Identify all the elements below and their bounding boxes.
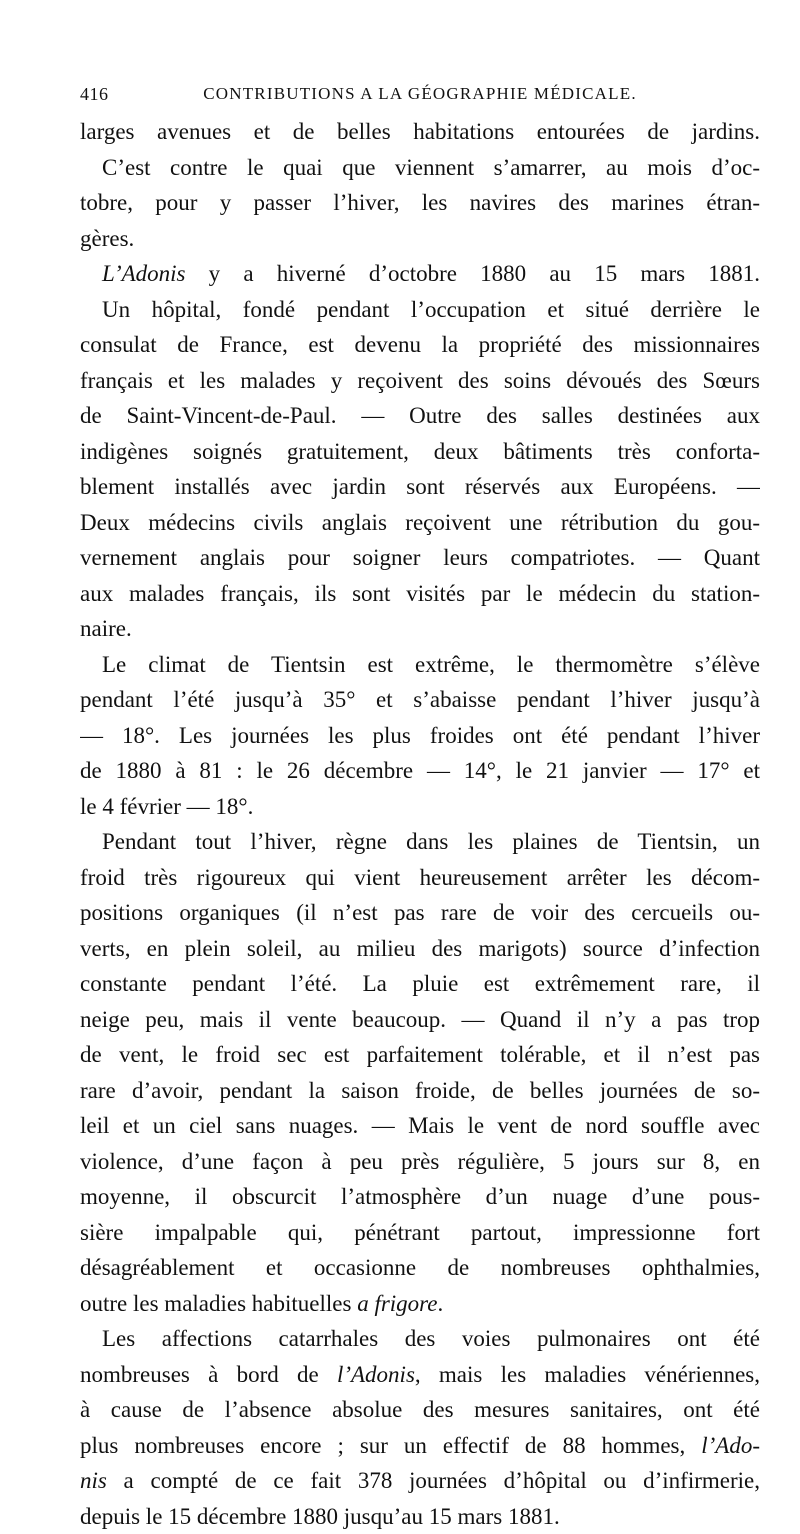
- text-line: vernement anglais pour soigner leurs compatriotes. — Quant: [80, 540, 760, 576]
- text-line: constante pendant l’été. La pluie est extrêmement rare, il: [80, 966, 760, 1002]
- text-line: le 4 février — 18°.: [80, 789, 760, 825]
- text-line: C’est contre le quai que viennent s’amarrer, au mois d’oc-: [80, 150, 760, 186]
- text-line: Les affections catarrhales des voies pulmonaires ont été: [80, 1321, 760, 1357]
- page-header: [80, 84, 760, 108]
- text-line: verts, en plein soleil, au milieu des marigots) source d’infection: [80, 931, 760, 967]
- text-line: positions organiques (il n’est pas rare de voir des cercueils ou-: [80, 895, 760, 931]
- italic-text: nis: [80, 1468, 107, 1493]
- text-line: gères.: [80, 221, 760, 257]
- text-line: froid très rigoureux qui vient heureusement arrêter les décom-: [80, 860, 760, 896]
- text-line: pendant l’été jusqu’à 35° et s’abaisse pendant l’hiver jusqu’à: [80, 682, 760, 718]
- text-line: indigènes soignés gratuitement, deux bâtiments très conforta-: [80, 434, 760, 470]
- text-run: outre les maladies habituelles: [80, 1291, 357, 1316]
- text-line: de 1880 à 81 : le 26 décembre — 14°, le 21 janvier — 17° et: [80, 753, 760, 789]
- text-run: y a hiverné d’octobre 1880 au 15 mars 1881.: [186, 261, 761, 286]
- text-line: leil et un ciel sans nuages. — Mais le vent de nord souffle avec: [80, 1108, 760, 1144]
- text-line: [80, 1286, 760, 1322]
- page-number: 416: [80, 84, 109, 105]
- text-line: neige peu, mais il vente beaucoup. — Quand il n’y a pas trop: [80, 1002, 760, 1038]
- text-line: désagréablement et occasionne de nombreuses ophthalmies,: [80, 1250, 760, 1286]
- text-line: depuis le 15 décembre 1880 jusqu’au 15 mars 1881.: [80, 1499, 760, 1534]
- text-line: larges avenues et de belles habitations entourées de jardins.: [80, 114, 760, 150]
- text-line: — 18°. Les journées les plus froides ont été pendant l’hiver: [80, 718, 760, 754]
- italic-text: L’Adonis: [102, 261, 186, 286]
- text-line: Un hôpital, fondé pendant l’occupation et situé derrière le: [80, 292, 760, 328]
- text-line: tobre, pour y passer l’hiver, les navires des marines étran-: [80, 185, 760, 221]
- text-line: aux malades français, ils sont visités par le médecin du station-: [80, 576, 760, 612]
- text-line: Deux médecins civils anglais reçoivent une rétribution du gou-: [80, 505, 760, 541]
- text-line: [80, 1428, 760, 1464]
- text-run: , mais les maladies vénériennes,: [415, 1362, 760, 1387]
- text-line: de vent, le froid sec est parfaitement tolérable, et il n’est pas: [80, 1037, 760, 1073]
- text-line: rare d’avoir, pendant la saison froide, de belles journées de so-: [80, 1073, 760, 1109]
- text-line: à cause de l’absence absolue des mesures sanitaires, ont été: [80, 1392, 760, 1428]
- body-text: [80, 114, 760, 1534]
- text-line: [80, 256, 760, 292]
- italic-text: l’Adonis: [337, 1362, 415, 1387]
- text-line: blement installés avec jardin sont réservés aux Européens. —: [80, 469, 760, 505]
- running-title: CONTRIBUTIONS A LA GÉOGRAPHIE MÉDICALE.: [80, 84, 760, 104]
- text-line: [80, 1463, 760, 1499]
- text-line: français et les malades y reçoivent des soins dévoués des Sœurs: [80, 363, 760, 399]
- italic-text: a frigore: [357, 1291, 437, 1316]
- text-run: plus nombreuses encore ; sur un effectif de 88 hommes,: [80, 1433, 701, 1458]
- text-line: Le climat de Tientsin est extrême, le thermomètre s’élève: [80, 647, 760, 683]
- text-line: consulat de France, est devenu la propriété des missionnaires: [80, 327, 760, 363]
- text-run: nombreuses à bord de: [80, 1362, 337, 1387]
- text-line: [80, 1357, 760, 1393]
- text-run: .: [438, 1291, 444, 1316]
- text-line: Pendant tout l’hiver, règne dans les plaines de Tientsin, un: [80, 824, 760, 860]
- text-line: de Saint-Vincent-de-Paul. — Outre des salles destinées aux: [80, 398, 760, 434]
- text-run: a compté de ce fait 378 journées d’hôpital ou d’infirmerie,: [107, 1468, 760, 1493]
- text-line: moyenne, il obscurcit l’atmosphère d’un nuage d’une pous-: [80, 1179, 760, 1215]
- text-line: sière impalpable qui, pénétrant partout, impressionne fort: [80, 1215, 760, 1251]
- text-line: naire.: [80, 611, 760, 647]
- text-line: violence, d’une façon à peu près régulière, 5 jours sur 8, en: [80, 1144, 760, 1180]
- italic-text: l’Ado-: [701, 1433, 760, 1458]
